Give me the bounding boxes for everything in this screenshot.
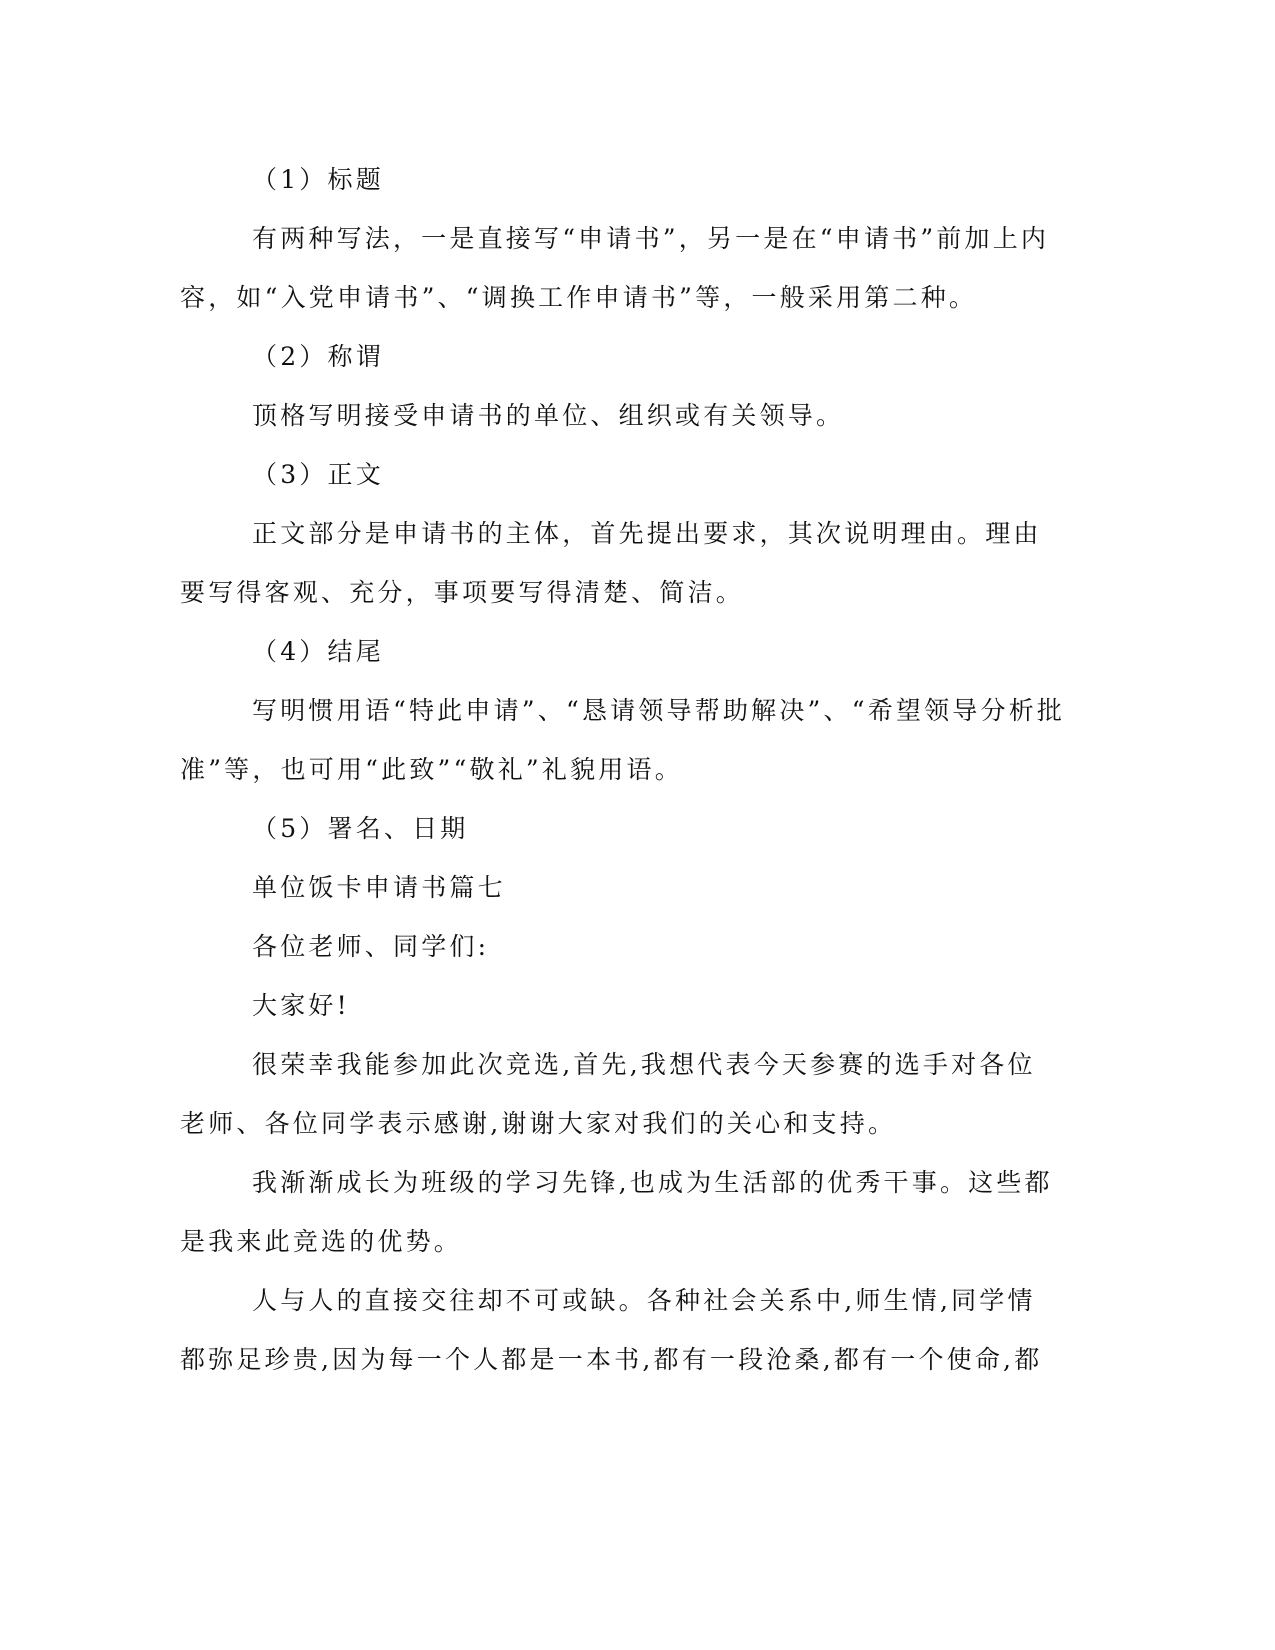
- paragraph-line: 写明惯用语“特此申请”、“恳请领导帮助解决”、“希望领导分析批: [252, 696, 1066, 725]
- paragraph-line: 要写得客观、充分，事项要写得清楚、简洁。: [180, 578, 745, 607]
- paragraph-line: 容，如“入党申请书”、“调换工作申请书”等，一般采用第二种。: [180, 283, 978, 312]
- greeting-line: 各位老师、同学们:: [252, 932, 490, 961]
- paragraph-line: 我渐渐成长为班级的学习先锋,也成为生活部的优秀干事。这些都: [252, 1168, 1053, 1197]
- paragraph-line: 准”等，也可用“此致”“敬礼”礼貌用语。: [180, 755, 683, 784]
- greeting-line: 大家好!: [252, 991, 350, 1020]
- heading-ending: （4）结尾: [252, 637, 384, 666]
- paragraph-line: 正文部分是申请书的主体，首先提出要求，其次说明理由。理由: [252, 519, 1042, 548]
- paragraph-line: 都弥足珍贵,因为每一个人都是一本书,都有一段沧桑,都有一个使命,都: [180, 1345, 1043, 1374]
- heading-body: （3）正文: [252, 460, 384, 489]
- paragraph-line: 有两种写法，一是直接写“申请书”，另一是在“申请书”前加上内: [252, 224, 1050, 253]
- heading-title: （1）标题: [252, 165, 384, 194]
- paragraph-line: 很荣幸我能参加此次竞选,首先,我想代表今天参赛的选手对各位: [252, 1050, 1036, 1079]
- section-title: 单位饭卡申请书篇七: [252, 873, 506, 902]
- paragraph-line: 人与人的直接交往却不可或缺。各种社会关系中,师生情,同学情: [252, 1286, 1036, 1315]
- heading-signature-date: （5）署名、日期: [252, 814, 469, 843]
- paragraph-line: 老师、各位同学表示感谢,谢谢大家对我们的关心和支持。: [180, 1109, 897, 1138]
- paragraph-line: 顶格写明接受申请书的单位、组织或有关领导。: [252, 401, 845, 430]
- paragraph-line: 是我来此竞选的优势。: [180, 1227, 463, 1256]
- heading-salutation: （2）称谓: [252, 342, 384, 371]
